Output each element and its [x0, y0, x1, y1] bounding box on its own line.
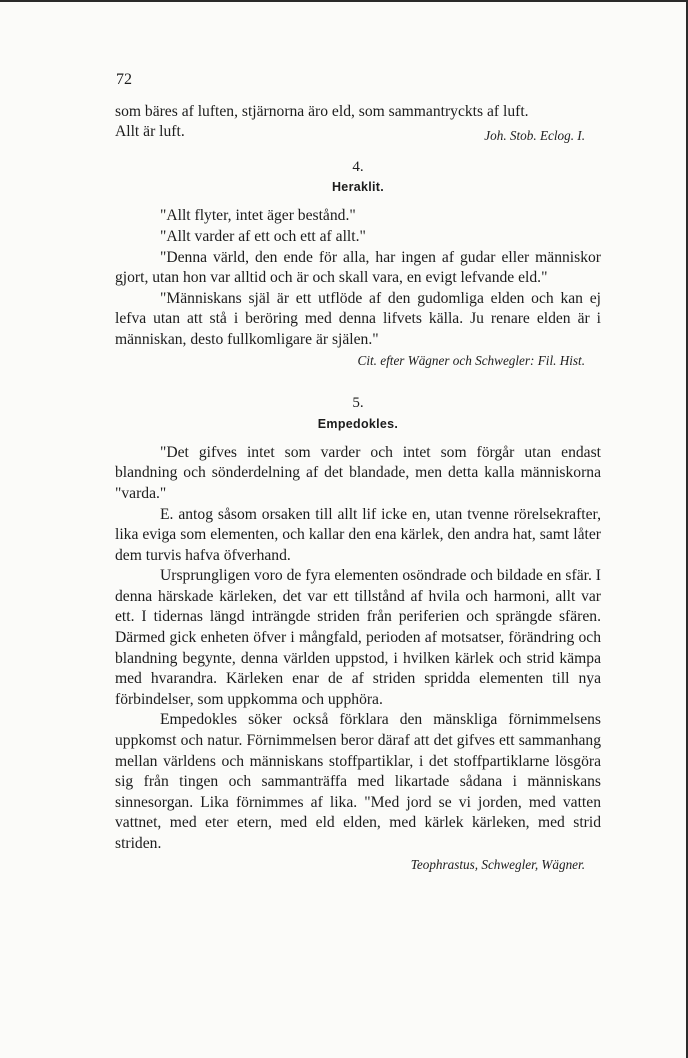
section-5-paragraph: Ursprungligen voro de fyra elementen osöndrade och bildade en sfär. I denna härskade kärleken, det var ett tillstånd af hvila och harmoni, allt var ett. I tidernas längd inträngde striden från periferien och sprängde sfären. Därmed gick enheten öfver i mångfald, perioden af motsatser, förändring och blandning begynte, denna världen uppstod, i hvilken kärlek och strid kämpa med hvarandra. Kärleken enar de af striden spridda elementen till nya förbindelser, som uppkomma och upphöra. — [115, 567, 601, 708]
section-5-citation: Teophrastus, Schwegler, Wägner. — [410, 856, 585, 872]
section-gap — [115, 371, 601, 383]
page-number: 72 — [116, 71, 132, 88]
section-5-number: 5. — [352, 395, 364, 412]
section-5-title: Empedokles. — [317, 416, 399, 431]
intro-line-2-row — [115, 122, 601, 143]
intro-citation: Joh. Stob. Eclog. I. — [484, 128, 585, 144]
section-4-title: Heraklit. — [331, 180, 385, 195]
section-5-paragraph: "Det gifves intet som varder och intet som förgår utan endast blandning och sönderdelning af det blandade, men detta kalla människorna "varda." — [115, 443, 601, 502]
intro-line-1: som bäres af luften, stjärnorna äro eld, som sammantryckts af luft. — [115, 102, 529, 120]
section-4-paragraph: "Denna värld, den ende för alla, har ingen af gudar eller människor gjort, utan hon var alltid och är och skall vara, en evigt lefvande eld." — [115, 248, 601, 287]
intro-line-2: Allt är luft. — [115, 123, 185, 141]
page-top-edge — [0, 0, 688, 2]
section-5-paragraph: E. antog såsom orsaken till allt lif icke en, utan tvenne rörelsekrafter, lika eviga som elementen, och kallar den ena kärlek, den andra hat, samt låter dem turvis hafva öfverhand. — [115, 505, 601, 564]
section-4-paragraph: "Allt varder af ett och ett af allt." — [160, 227, 366, 245]
section-4-citation: Cit. efter Wägner och Schwegler: Fil. Hist. — [357, 352, 585, 368]
book-page — [115, 70, 601, 875]
section-4-number: 4. — [352, 158, 364, 175]
section-4-paragraph: "Människans själ är ett utflöde af den gudomliga elden och kan ej lefva utan att stå i beröring med denna lifvets källa. Ju renare elden är i människan, desto fullkomligare är själen." — [115, 289, 601, 348]
section-5-paragraph: Empedokles söker också förklara den mänskliga förnimmelsens uppkomst och natur. Förnimmelsen beror däraf att det gifves ett sammanhang mellan världens och människans stoffpartiklar, i det stoffpartiklarne lösgöra sig från tingen och sammanträffa med likartade sådana i människans sinnesorgan. Lika förnimmes af lika. "Med jord se vi jorden, med vatten vattnet, med eter etern, med eld elden, med kärlek kärleken, med strid striden. — [115, 711, 601, 852]
section-4-paragraph: "Allt flyter, intet äger bestånd." — [160, 207, 356, 225]
